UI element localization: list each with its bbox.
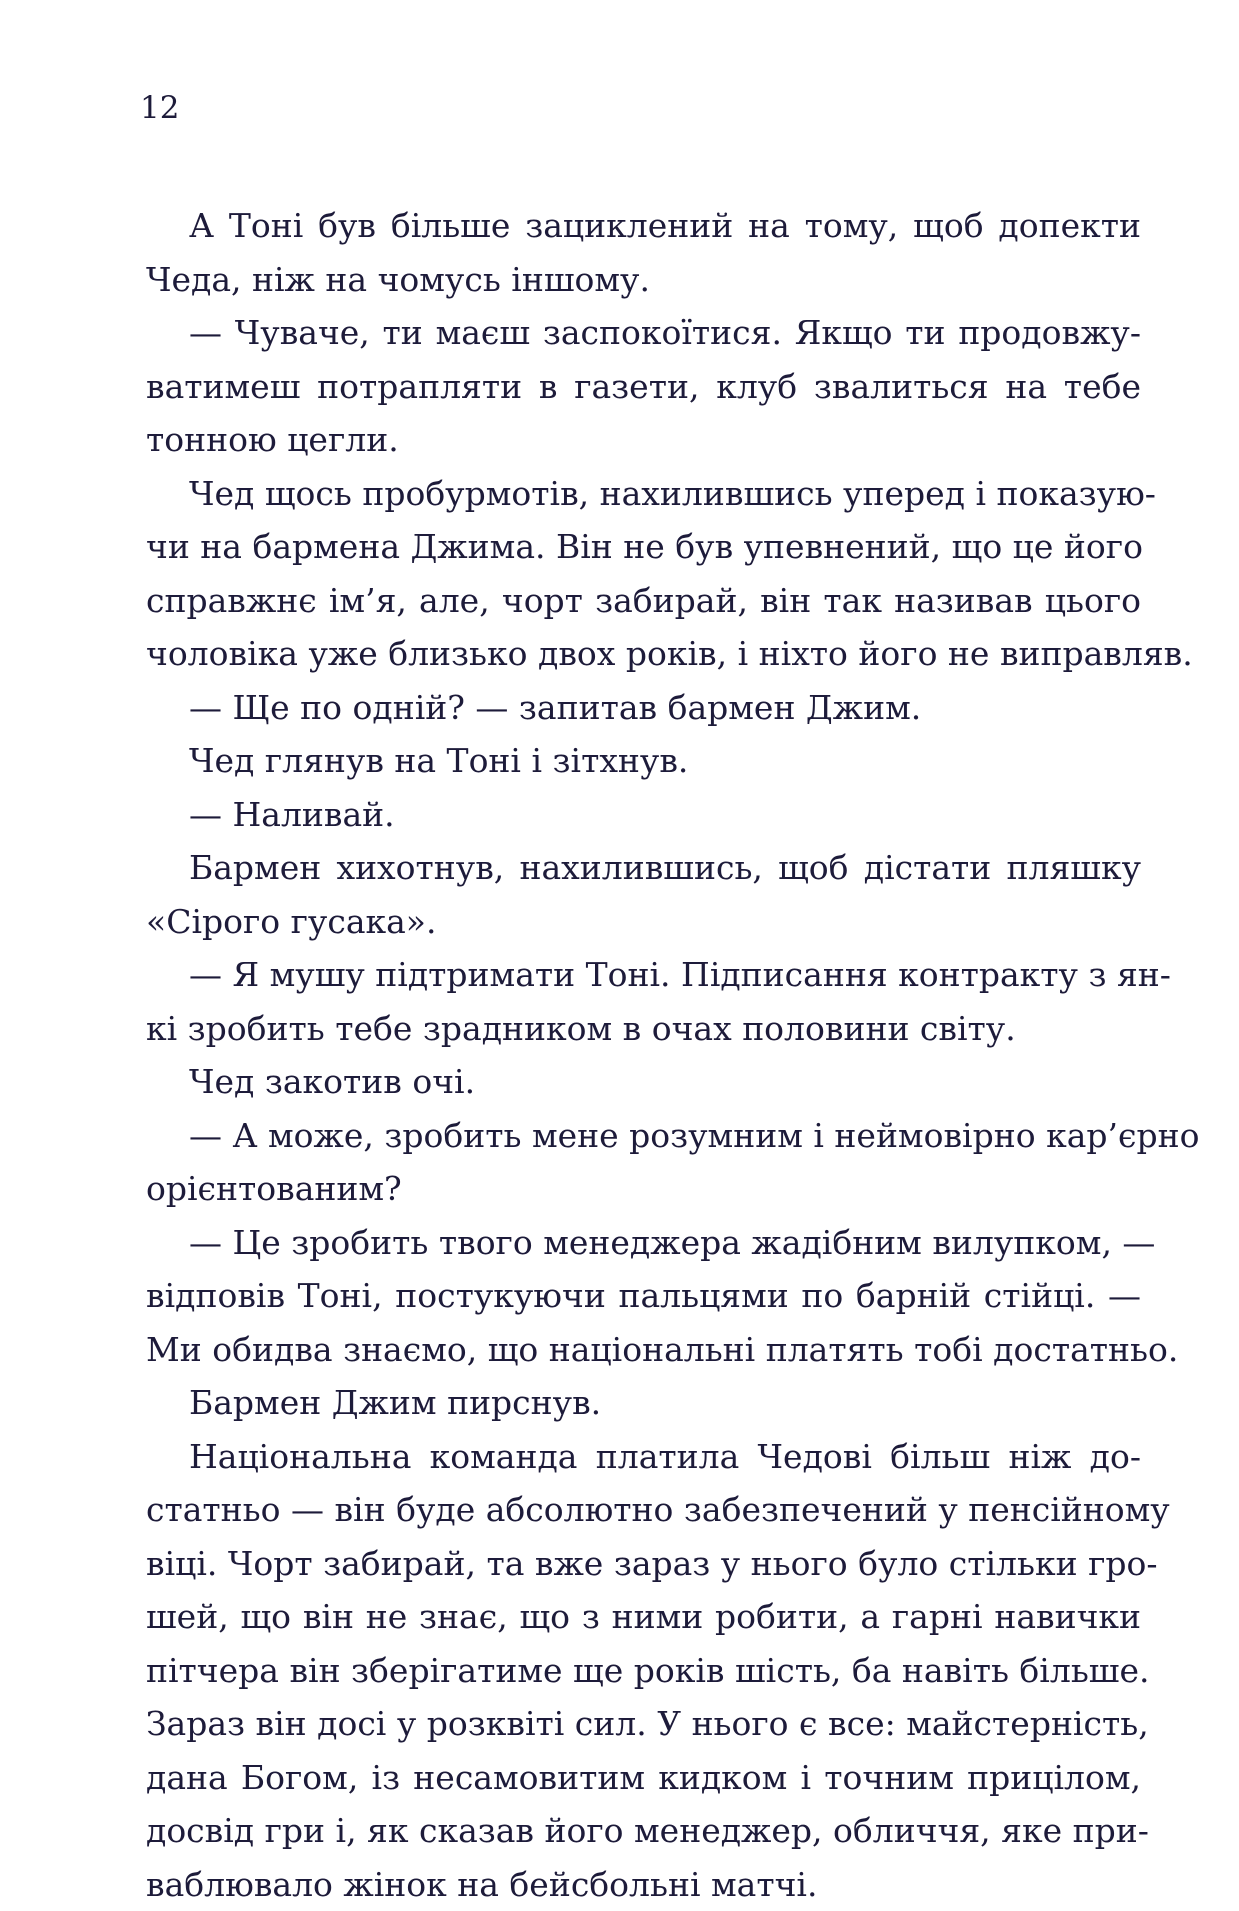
text-line: Бармен Джим пирснув. [146,1376,1141,1430]
text-line: — А може, зробить мене розумним і неймовірно кар’єрно [146,1109,1141,1163]
text-line: шей, що він не знає, що з ними робити, а гарні навички [146,1590,1141,1644]
text-line: чи на бармена Джима. Він не був упевнений, що це його [146,520,1141,574]
text-line: пітчера він зберігатиме ще років шість, ба навіть більше. [146,1644,1141,1698]
text-line: Чед глянув на Тоні і зітхнув. [146,734,1141,788]
text-line: віці. Чорт забирай, та вже зараз у нього було стільки гро- [146,1537,1141,1591]
text-line: відповів Тоні, постукуючи пальцями по барній стійці. — [146,1269,1141,1323]
text-line: Зараз він досі у розквіті сил. У нього є все: майстерність, [146,1697,1141,1751]
text-line: ваблювало жінок на бейсбольні матчі. [146,1858,1141,1911]
text-line: досвід гри і, як сказав його менеджер, обличчя, яке при- [146,1804,1141,1858]
text-line: статньо — він буде абсолютно забезпечений у пенсійному [146,1483,1141,1537]
text-line: «Сірого гусака». [146,895,1141,949]
text-line: тонною цегли. [146,413,1141,467]
page-number: 12 [140,90,179,126]
text-line: кі зробить тебе зрадником в очах половини світу. [146,1002,1141,1056]
body-text [146,199,1141,1911]
text-line: — Ще по одній? — запитав бармен Джим. [146,681,1141,735]
text-line: — Наливай. [146,788,1141,842]
text-line: дана Богом, із несамовитим кидком і точним прицілом, [146,1751,1141,1805]
text-line: — Чуваче, ти маєш заспокоїтися. Якщо ти продовжу- [146,306,1141,360]
text-line: — Я мушу підтримати Тоні. Підписання контракту з ян- [146,948,1141,1002]
text-line: чоловіка уже близько двох років, і ніхто його не виправляв. [146,627,1141,681]
text-line: ватимеш потрапляти в газети, клуб звалиться на тебе [146,360,1141,414]
text-line: Чед щось пробурмотів, нахилившись уперед і показую- [146,467,1141,521]
text-line: — Це зробить твого менеджера жадібним вилупком, — [146,1216,1141,1270]
text-line: А Тоні був більше зациклений на тому, щоб допекти [146,199,1141,253]
text-line: Бармен хихотнув, нахилившись, щоб дістати пляшку [146,841,1141,895]
text-line: справжнє ім’я, але, чорт забирай, він так називав цього [146,574,1141,628]
text-line: Ми обидва знаємо, що національні платять тобі достатньо. [146,1323,1141,1377]
text-line: Чеда, ніж на чомусь іншому. [146,253,1141,307]
text-line: орієнтованим? [146,1162,1141,1216]
text-line: Чед закотив очі. [146,1055,1141,1109]
text-line: Національна команда платила Чедові більш ніж до- [146,1430,1141,1484]
